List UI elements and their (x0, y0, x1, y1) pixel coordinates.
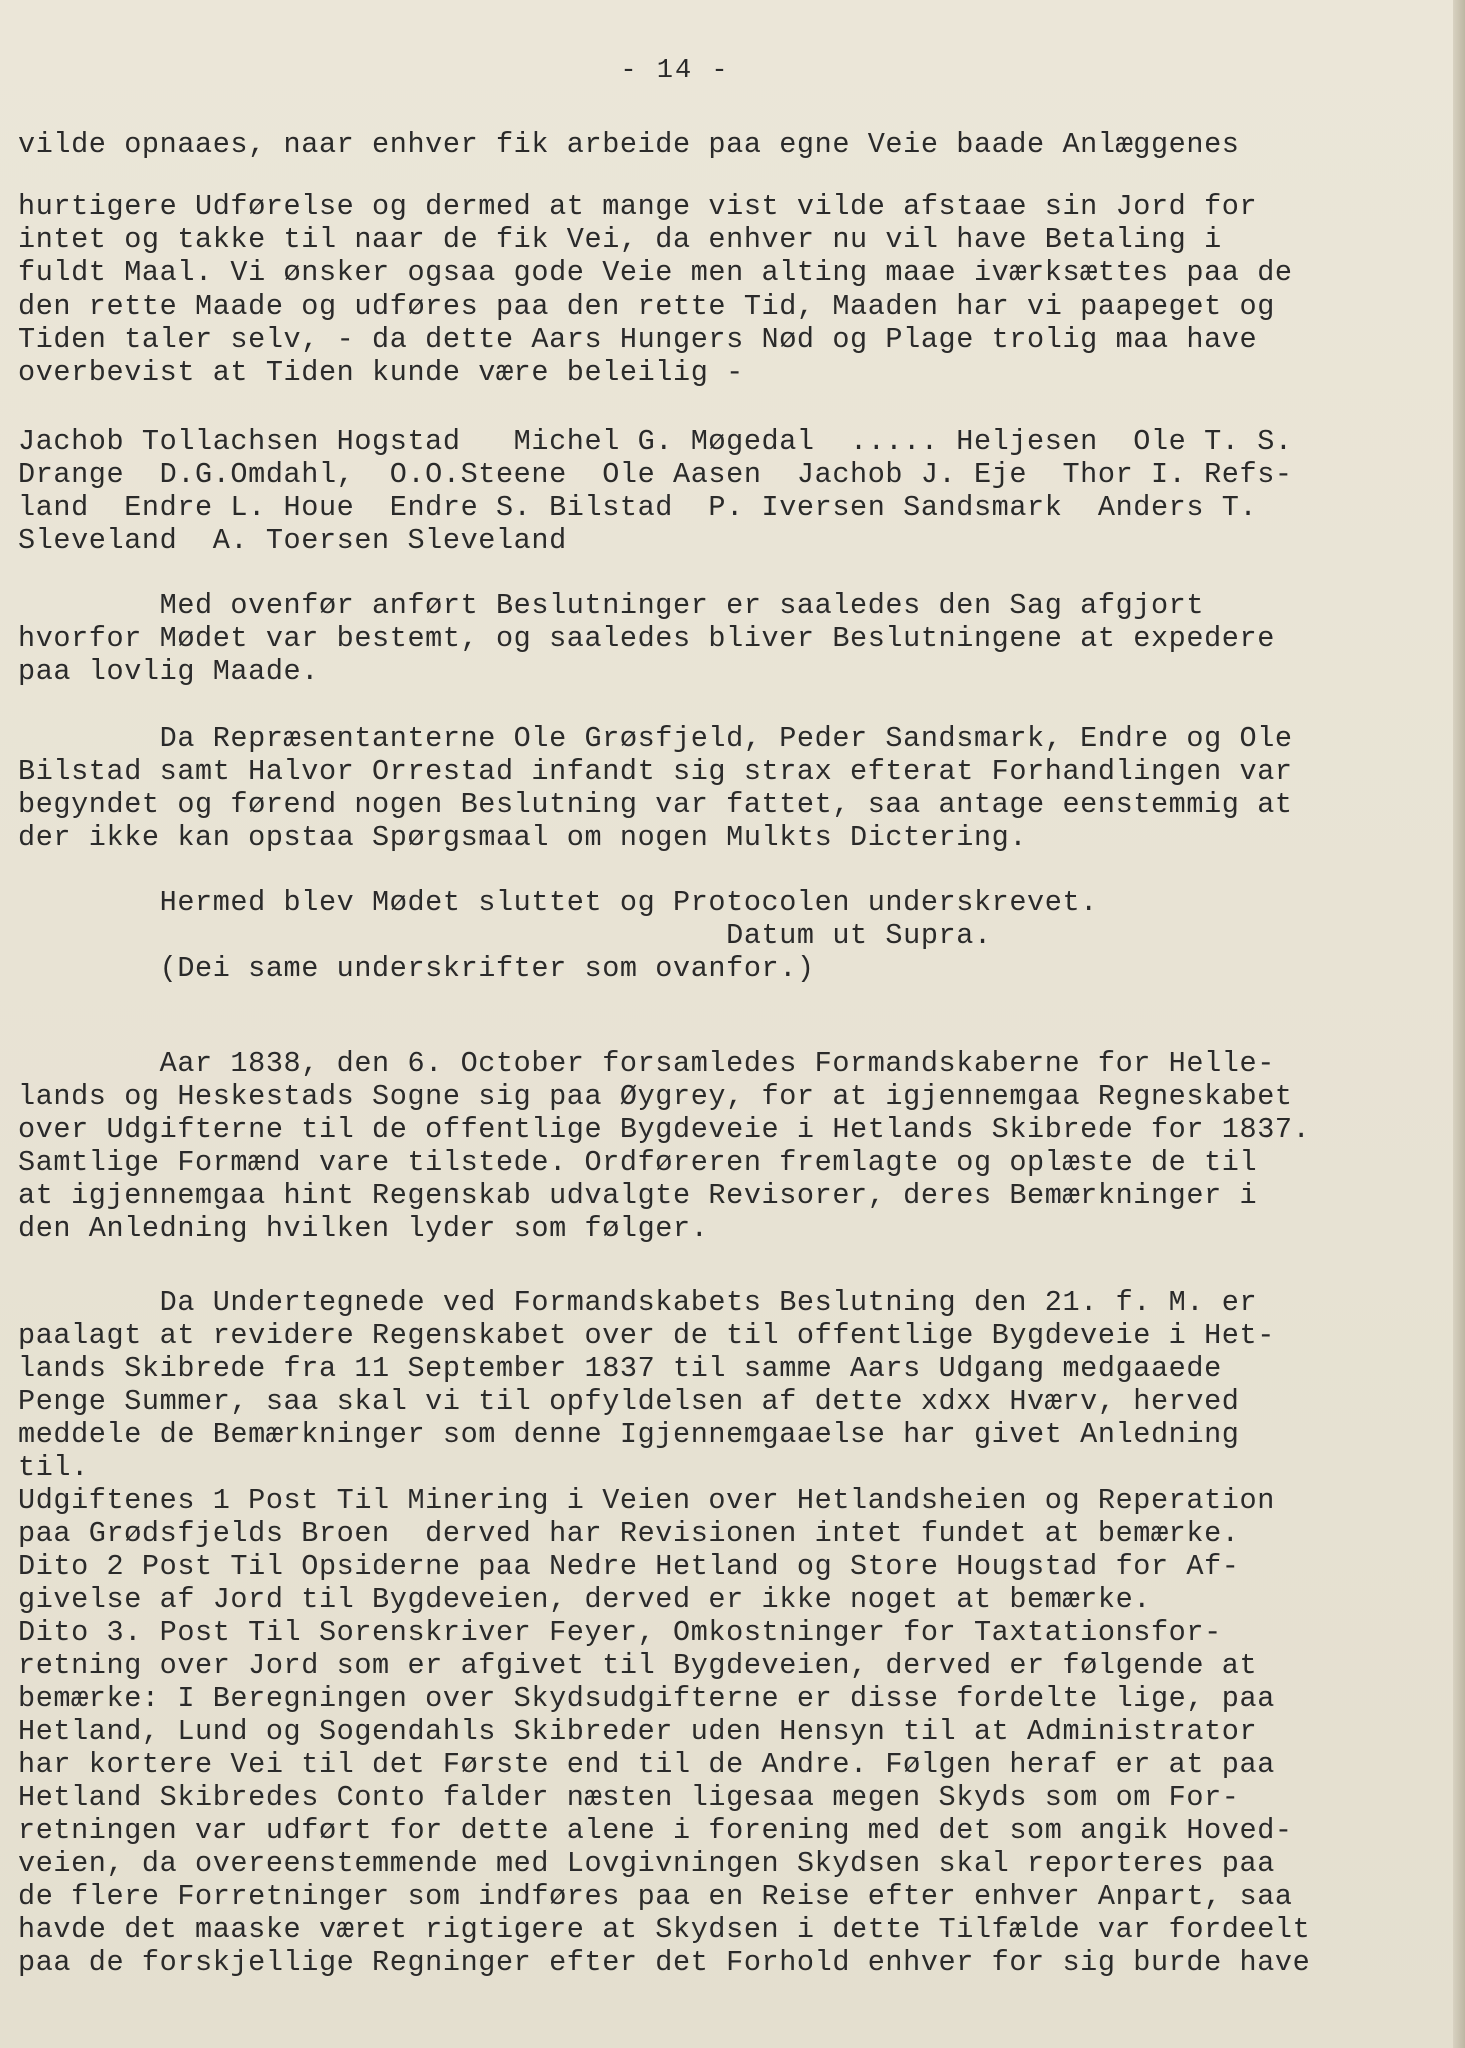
signature-line: land Endre L. Houe Endre S. Bilstad P. Iversen Sandsmark Anders T. (18, 491, 1258, 524)
text-line: paalagt at revidere Regenskabet over de til offentlige Bygdeveie i Het- (18, 1319, 1275, 1352)
text-line: retning over Jord som er afgivet til Bygdeveien, derved er følgende at (18, 1649, 1258, 1682)
signature-line: Jachob Tollachsen Hogstad Michel G. Møgedal ..... Heljesen Ole T. S. (18, 425, 1293, 458)
text-line: lands og Heskestads Sogne sig paa Øygrey, for at igjennemgaa Regneskabet (18, 1080, 1293, 1113)
text-line: Da Undertegnede ved Formandskabets Beslutning den 21. f. M. er (18, 1286, 1258, 1319)
text-line: Da Repræsentanterne Ole Grøsfjeld, Peder Sandsmark, Endre og Ole (18, 722, 1293, 755)
text-line: vilde opnaaes, naar enhver fik arbeide paa egne Veie baade Anlæggenes (18, 128, 1240, 161)
text-line: der ikke kan opstaa Spørgsmaal om nogen Mulkts Dictering. (18, 821, 1028, 854)
text-line: overbevist at Tiden kunde være beleilig - (18, 356, 744, 389)
signature-line: Sleveland A. Toersen Sleveland (18, 524, 567, 557)
text-line: den Anledning hvilken lyder som følger. (18, 1212, 709, 1245)
text-line: (Dei same underskrifter som ovanfor.) (18, 952, 815, 985)
text-line: hvorfor Mødet var bestemt, og saaledes bliver Beslutningene at expedere (18, 622, 1275, 655)
text-line: til. (18, 1451, 89, 1484)
text-line: Bilstad samt Halvor Orrestad infandt sig strax efterat Forhandlingen var (18, 755, 1293, 788)
text-line: Hetland Skibredes Conto falder næsten ligesaa megen Skyds som om For- (18, 1781, 1240, 1814)
text-line: fuldt Maal. Vi ønsker ogsaa gode Veie men alting maae iværksættes paa de (18, 256, 1293, 289)
text-line: Hetland, Lund og Sogendahls Skibreder uden Hensyn til at Administrator (18, 1715, 1258, 1748)
text-line: over Udgifterne til de offentlige Bygdeveie i Hetlands Skibrede for 1837. (18, 1113, 1311, 1146)
text-line: den rette Maade og udføres paa den rette Tid, Maaden har vi paapeget og (18, 290, 1275, 323)
text-line: Samtlige Formænd vare tilstede. Ordføreren fremlagte og oplæste de til (18, 1146, 1258, 1179)
text-line: Aar 1838, den 6. October forsamledes Formandskaberne for Helle- (18, 1047, 1275, 1080)
text-line: Tiden taler selv, - da dette Aars Hungers Nød og Plage trolig maa have (18, 323, 1258, 356)
text-line: begyndet og førend nogen Beslutning var fattet, saa antage eenstemmig at (18, 788, 1293, 821)
signature-line: Drange D.G.Omdahl, O.O.Steene Ole Aasen Jachob J. Eje Thor I. Refs- (18, 458, 1293, 491)
text-line: Med ovenfør anført Beslutninger er saaledes den Sag afgjort (18, 589, 1205, 622)
page-number: - 14 - (620, 56, 730, 86)
text-line: bemærke: I Beregningen over Skydsudgifterne er disse fordelte lige, paa (18, 1682, 1275, 1715)
text-line: at igjennemgaa hint Regenskab udvalgte Revisorer, deres Bemærkninger i (18, 1179, 1258, 1212)
text-line: meddele de Bemærkninger som denne Igjennemgaaelse har givet Anledning (18, 1418, 1240, 1451)
text-line: Hermed blev Mødet sluttet og Protocolen underskrevet. (18, 886, 1098, 919)
text-line: Udgiftenes 1 Post Til Minering i Veien over Hetlandsheien og Reperation (18, 1484, 1275, 1517)
text-line: har kortere Vei til det Første end til de Andre. Følgen heraf er at paa (18, 1748, 1275, 1781)
text-line: paa Grødsfjelds Broen derved har Revisionen intet fundet at bemærke. (18, 1517, 1240, 1550)
text-line: veien, da overeenstemmende med Lovgivningen Skydsen skal reporteres paa (18, 1847, 1275, 1880)
text-line: hurtigere Udførelse og dermed at mange vist vilde afstaae sin Jord for (18, 190, 1258, 223)
text-line: de flere Forretninger som indføres paa en Reise efter enhver Anpart, saa (18, 1880, 1293, 1913)
text-line: havde det maaske været rigtigere at Skydsen i dette Tilfælde var fordeelt (18, 1913, 1311, 1946)
text-line: paa de forskjellige Regninger efter det Forhold enhver for sig burde have (18, 1946, 1311, 1979)
text-line: retningen var udført for dette alene i forening med det som angik Hoved- (18, 1814, 1293, 1847)
text-line: Dito 3. Post Til Sorenskriver Feyer, Omkostninger for Taxtationsfor- (18, 1616, 1222, 1649)
text-line: Datum ut Supra. (18, 919, 992, 952)
text-line: givelse af Jord til Bygdeveien, derved er ikke noget at bemærke. (18, 1583, 1151, 1616)
text-line: intet og takke til naar de fik Vei, da enhver nu vil have Betaling i (18, 223, 1222, 256)
text-line: Dito 2 Post Til Opsiderne paa Nedre Hetland og Store Hougstad for Af- (18, 1550, 1240, 1583)
page-edge-shadow (1453, 0, 1465, 2048)
text-line: lands Skibrede fra 11 September 1837 til samme Aars Udgang medgaaede (18, 1352, 1222, 1385)
text-line: Penge Summer, saa skal vi til opfyldelsen af dette xdxx Hværv, herved (18, 1385, 1240, 1418)
text-line: paa lovlig Maade. (18, 655, 319, 688)
